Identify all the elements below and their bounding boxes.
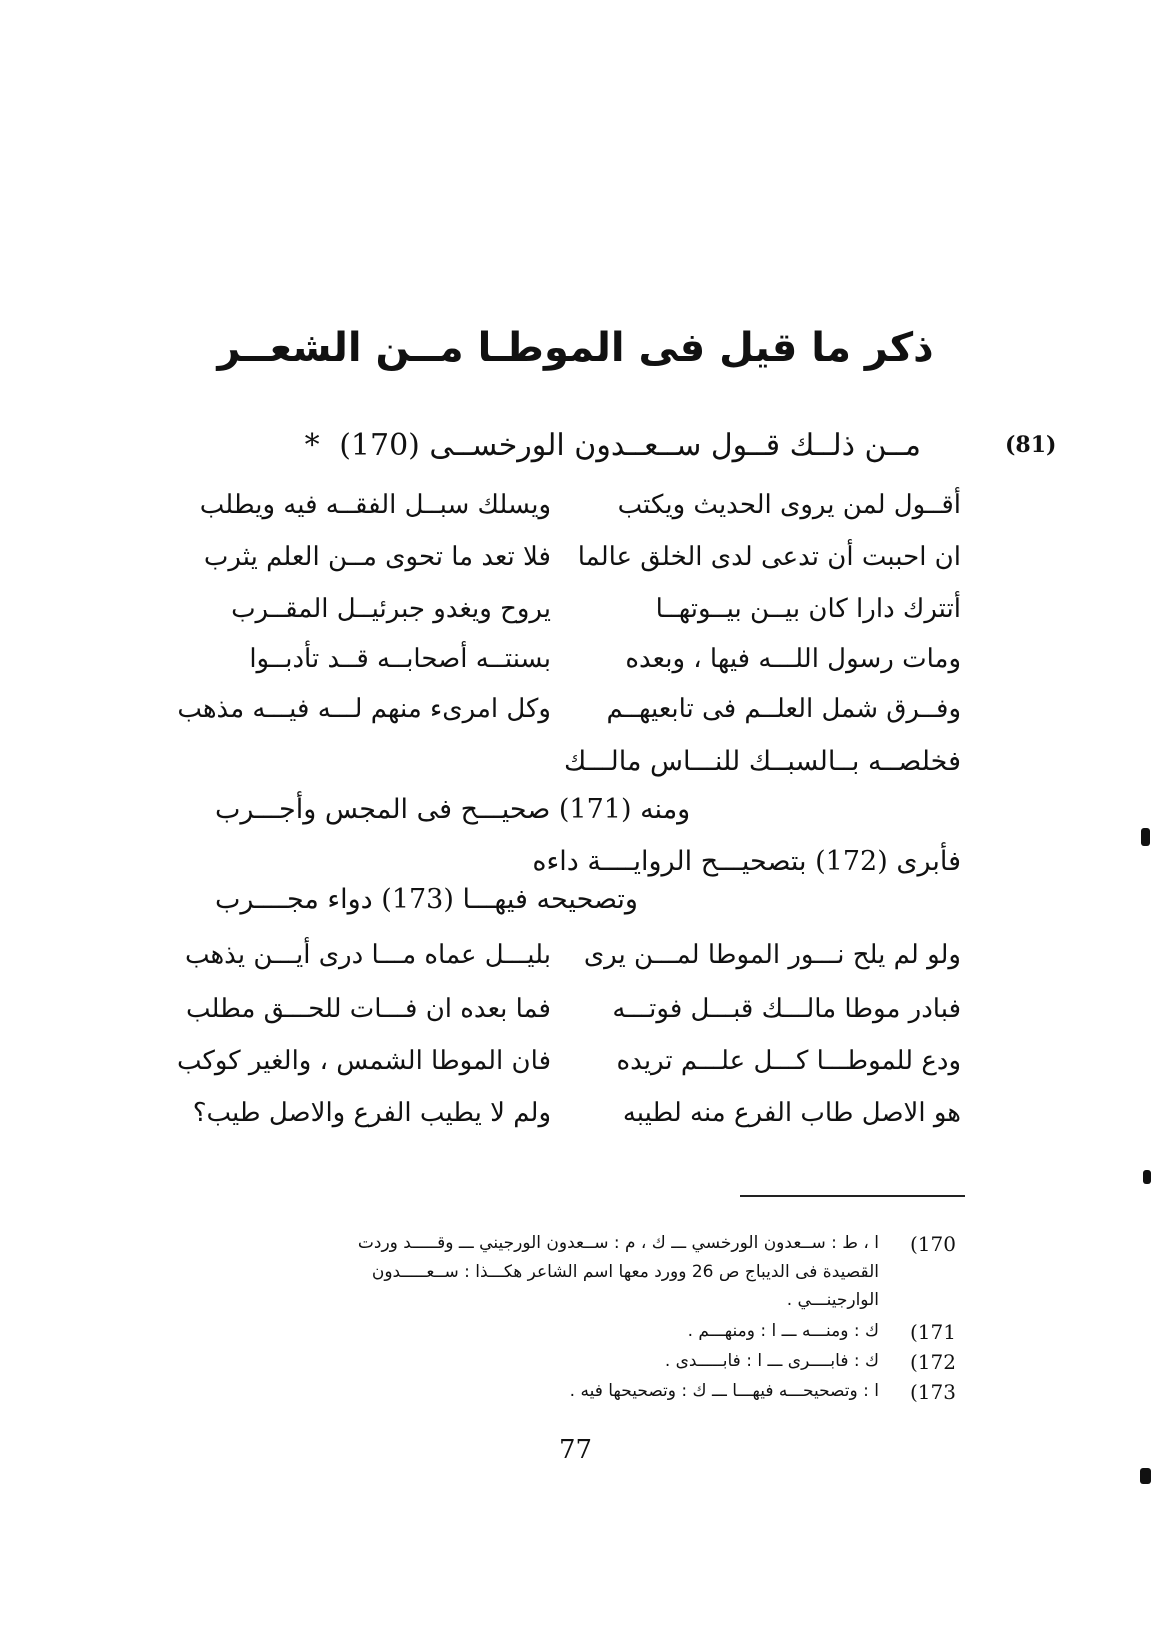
verse-hemistich-right: ان احببت أن تدعى لدى الخلق عالما bbox=[577, 542, 961, 572]
verse-row bbox=[0, 1098, 1151, 1142]
verse-hemistich-right: فبادر موطا مالـــك قبـــل فوتـــه bbox=[612, 994, 961, 1024]
footnote-line: الوارجينـــي . bbox=[786, 1290, 879, 1310]
verse-hemistich-left: وكل امرىء منهم لـــه فيـــه مذهب bbox=[177, 694, 551, 724]
verse-hemistich-right: أتترك دارا كان بيــن بيــوتهــا bbox=[655, 594, 961, 624]
verse-hemistich-right: ودع للموطـــا كـــل علـــم تريده bbox=[616, 1046, 961, 1076]
verse-hemistich-left: فلا تعد ما تحوى مــن العلم يثرب bbox=[203, 542, 551, 572]
footnote-line: ك : ومنـــه ـــ ا : ومنهـــم . bbox=[687, 1321, 879, 1341]
verse-row-left bbox=[0, 794, 1151, 838]
verse-hemistich-right: هو الاصل طاب الفرع منه لطيبه bbox=[622, 1098, 961, 1128]
verse-hemistich-left: فان الموطا الشمس ، والغير كوكب bbox=[176, 1046, 551, 1076]
verse-row-full bbox=[0, 746, 1151, 790]
footnote-line: ا : وتصحيحـــه فيهـــا ـــ ك : وتصحيحها فيه . bbox=[569, 1381, 879, 1401]
verse-full-line: فأبرى (172) بتصحيـــح الروايــــة داءه bbox=[532, 846, 961, 877]
verse-hemistich-left: ويسلك سبــل الفقــه فيه ويطلب bbox=[199, 490, 551, 520]
verse-row bbox=[0, 940, 1151, 984]
footnote-number: (173 bbox=[910, 1380, 956, 1404]
verse-row bbox=[0, 1046, 1151, 1090]
page-number: 77 bbox=[558, 1435, 593, 1465]
verse-row bbox=[0, 694, 1151, 738]
footnote-line: القصيدة فى الديباج ص 26 وورد معها اسم الشاعر هكـــذا : ســعـــــدون bbox=[371, 1262, 879, 1282]
footnote-divider bbox=[740, 1195, 965, 1197]
verse-hemistich-right: ومات رسول اللـــه فيها ، وبعده bbox=[625, 644, 961, 674]
verse-row bbox=[0, 490, 1151, 534]
intro-text: مــن ذلــك قــول ســعــدون الورخســى (170) bbox=[339, 428, 921, 463]
footnote-number: (171 bbox=[910, 1320, 956, 1344]
verse-row bbox=[0, 644, 1151, 688]
verse-hemistich-right: وفــرق شمل العلــم فى تابعيهــم bbox=[606, 694, 961, 724]
verse-row-left bbox=[0, 884, 1151, 928]
footnote-number: (170 bbox=[910, 1232, 956, 1256]
verse-left-line: ومنه (171) صحيـــح فى المجس وأجـــرب bbox=[215, 794, 691, 825]
verse-hemistich-left: فما بعده ان فـــات للحـــق مطلب bbox=[186, 994, 551, 1024]
footnote-number: (172 bbox=[910, 1350, 956, 1374]
verse-row bbox=[0, 594, 1151, 638]
verse-hemistich-left: ولم لا يطيب الفرع والاصل طيب؟ bbox=[192, 1098, 551, 1128]
verse-row bbox=[0, 994, 1151, 1038]
intro-line bbox=[305, 428, 921, 463]
side-number: (81) bbox=[1005, 432, 1057, 458]
verse-left-line: وتصحيحه فيهـــا (173) دواء مجــــرب bbox=[215, 884, 638, 915]
footnote-line: ك : فابــــرى ـــ ا : فابـــــدى . bbox=[664, 1351, 879, 1371]
scan-mark bbox=[1141, 828, 1150, 846]
scan-mark bbox=[1140, 1468, 1151, 1484]
asterisk-mark: * bbox=[304, 428, 320, 463]
verse-hemistich-left: يروح ويغدو جبرئيــل المقــرب bbox=[231, 594, 551, 624]
verse-row bbox=[0, 542, 1151, 586]
verse-hemistich-right: ولو لم يلح نـــور الموطا لمـــن يرى bbox=[583, 940, 961, 970]
verse-hemistich-left: بسنتــه أصحابــه قــد تأدبــوا bbox=[249, 644, 551, 674]
page-title: ذكر ما قيل فى الموطـا مــن الشعــر bbox=[217, 325, 934, 371]
footnote-line: ا ، ط : ســعدون الورخسي ـــ ك ، م : ســعدون الورجيني ـــ وقـــــد وردت bbox=[357, 1233, 879, 1253]
verse-hemistich-left: بليـــل عماه مـــا درى أيـــن يذهب bbox=[184, 940, 551, 970]
verse-hemistich-right: أقــول لمن يروى الحديث ويكتب bbox=[617, 490, 961, 520]
scan-mark bbox=[1143, 1170, 1151, 1184]
verse-full-line: فخلصــه بــالسبــك للنـــاس مالـــك bbox=[564, 746, 961, 777]
